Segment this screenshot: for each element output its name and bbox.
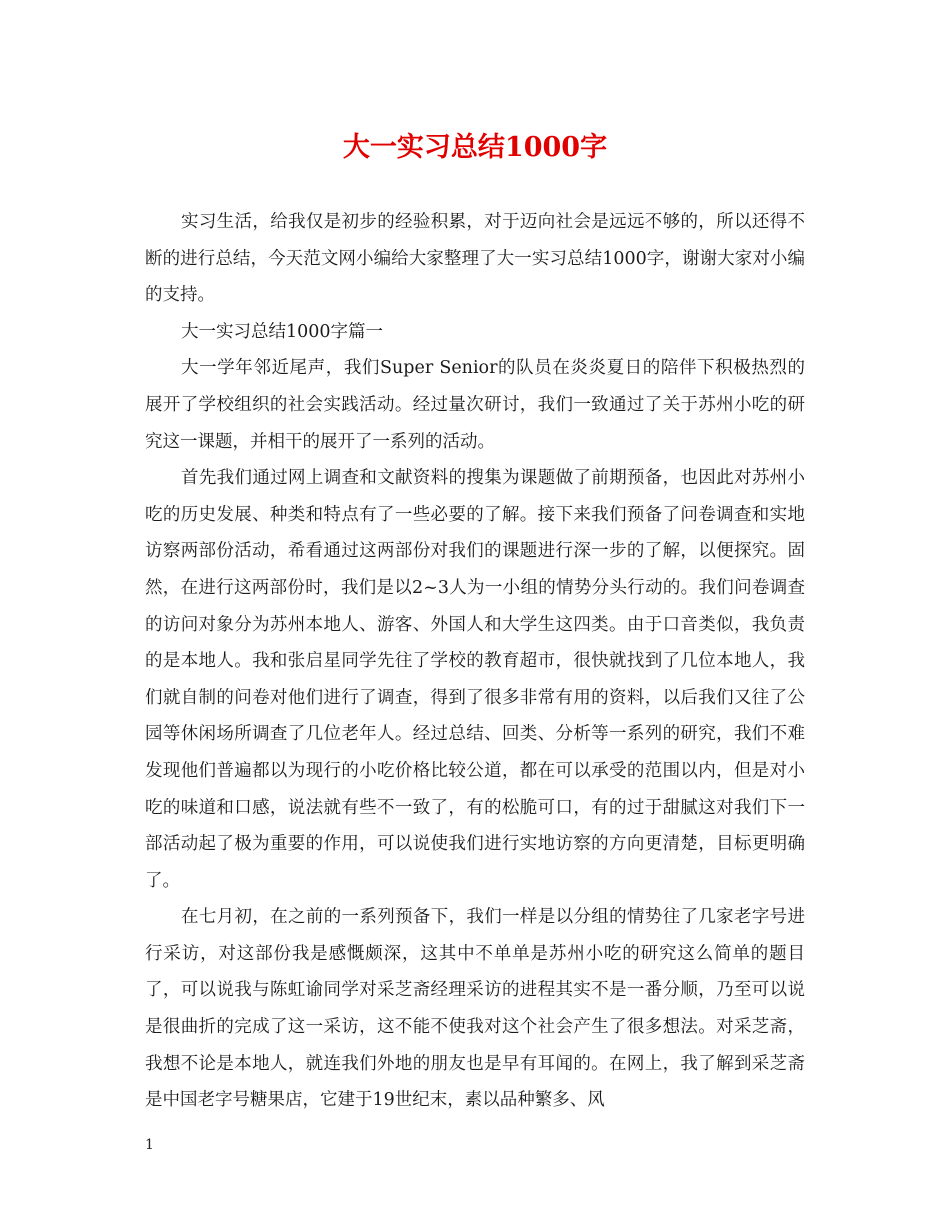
section-heading: 大一实习总结1000字篇一 [181, 321, 384, 342]
document-title: 大一实习总结1000字 [342, 132, 608, 163]
body-paragraph-3: 在七月初，在之前的一系列预备下，我们一样是以分组的情势往了几家老字号进行采访，对这部份我是感慨颇深，这其中不单单是苏州小吃的研究这么简单的题目了，可以说我与陈虹谕同学对采芝斋经理采访的进程其实不是一番分顺，乃至可以说是很曲折的完成了这一采访，这不能不使我对这个社会产生了很多想法。对采芝斋，我想不论是本地人，就连我们外地的朋友也是早有耳闻的。在网上，我了解到采芝斋是中国老字号糖果店，它建于19世纪末，素以品种繁多、风 [145, 907, 805, 1111]
body-paragraph-1: 大一学年邻近尾声，我们Super Senior的队员在炎炎夏日的陪伴下积极热烈的展开了学校组织的社会实践活动。经过量次研讨，我们一致通过了关于苏州小吃的研究这一课题，并相干的展开了一系列的活动。 [145, 358, 805, 452]
page-number: 1 [145, 1137, 154, 1153]
body-paragraph-2: 首先我们通过网上调查和文献资料的搜集为课题做了前期预备，也因此对苏州小吃的历史发展、种类和特点有了一些必要的了解。接下来我们预备了问卷调查和实地访察两部份活动，希看通过这两部份对我们的课题进行深一步的了解，以便探究。固然，在进行这两部份时，我们是以2~3人为一小组的情势分头行动的。我们问卷调查的访问对象分为苏州本地人、游客、外国人和大学生这四类。由于口音类似，我负责的是本地人。我和张启星同学先往了学校的教育超市，很快就找到了几位本地人，我们就自制的问卷对他们进行了调查，得到了很多非常有用的资料，以后我们又往了公园等休闲场所调查了几位老年人。经过总结、回类、分析等一系列的研究，我们不难发现他们普遍都以为现行的小吃价格比较公道，都在可以承受的范围以内，但是对小吃的味道和口感，说法就有些不一致了，有的松脆可口，有的过于甜腻这对我们下一部活动起了极为重要的作用，可以说使我们进行实地访察的方向更清楚，目标更明确了。 [145, 468, 805, 891]
intro-paragraph: 实习生活，给我仅是初步的经验积累，对于迈向社会是远远不够的，所以还得不断的进行总结，今天范文网小编给大家整理了大一实习总结1000字，谢谢大家对小编的支持。 [145, 212, 805, 306]
document-body [145, 204, 805, 1119]
